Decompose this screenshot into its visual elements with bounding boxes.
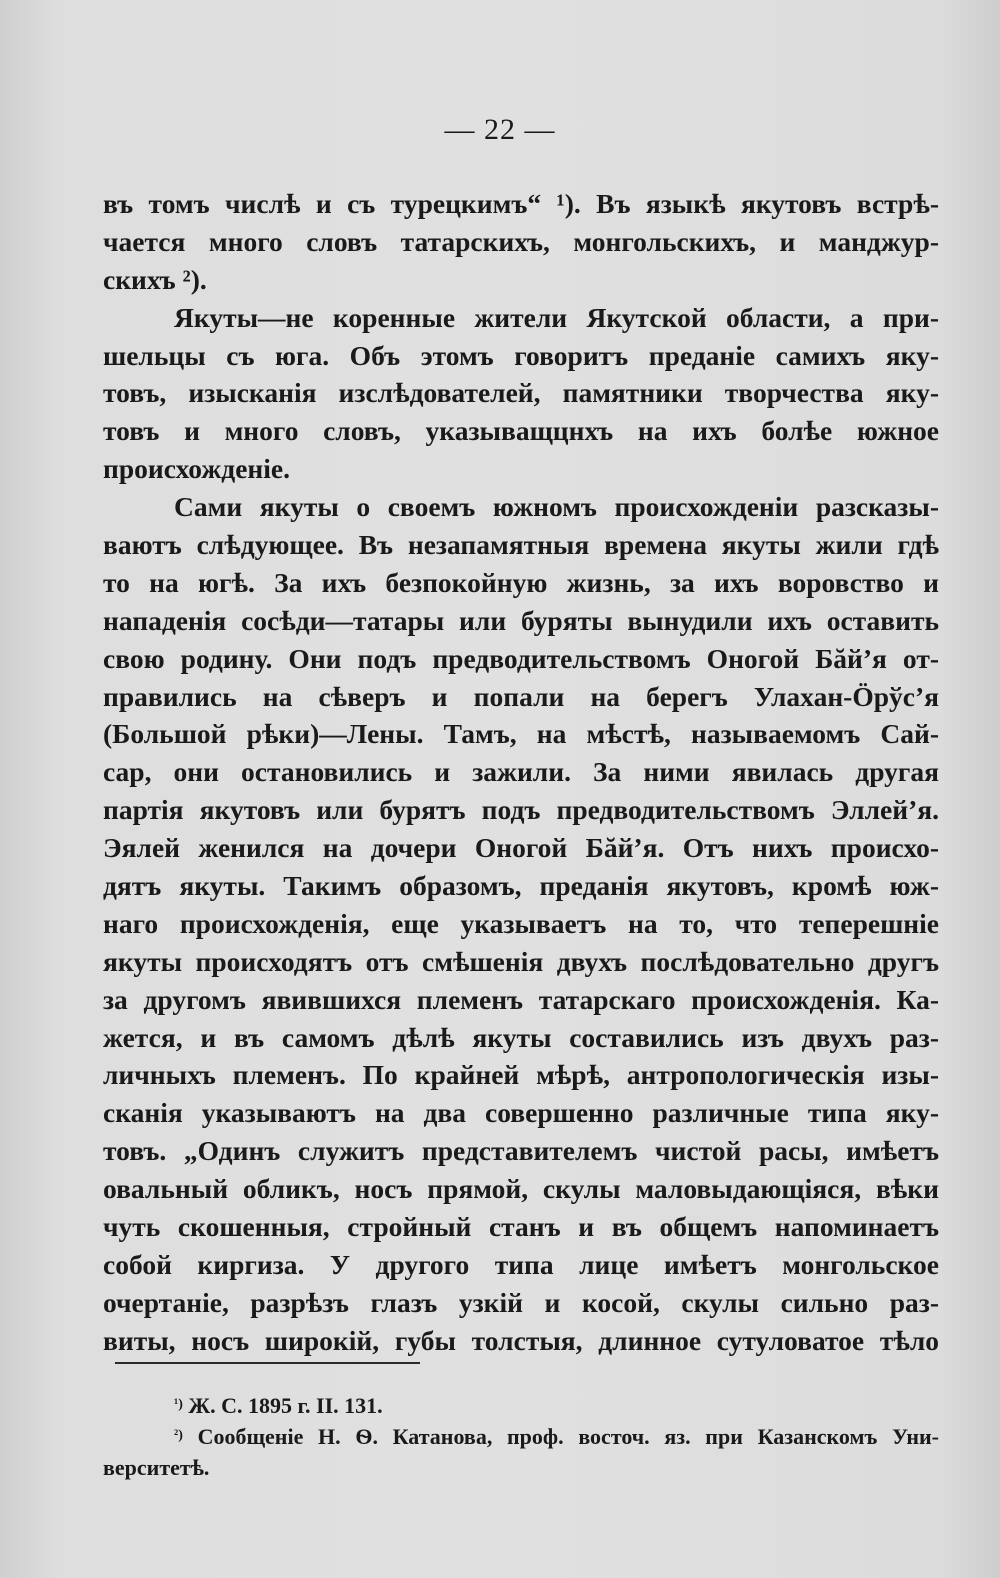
text-line: товъ, изысканія изслѣдователей, памятники творчества яку- — [103, 377, 939, 409]
text-line: Эялей женился на дочери Оногой Бăй’я. Отъ нихъ происхо- — [103, 832, 939, 864]
text-line: очертаніе, разрѣзъ глазъ узкій и косой, скулы сильно раз- — [103, 1286, 939, 1318]
text-line: ваютъ слѣдующее. Въ незапамятныя времена якуты жили гдѣ — [103, 529, 939, 561]
footnote-1-text: Ж. С. 1895 г. II. 131. — [188, 1393, 383, 1418]
text-line: чуть скошенныя, стройный станъ и въ общемъ напоминаетъ — [103, 1211, 939, 1243]
text-line: правились на сѣверъ и попали на берегъ Улахан-Öрўс’я — [103, 680, 939, 712]
footnote-2-text: Сообщеніе Н. Ѳ. Катанова, проф. восточ. яз. при Казанскомъ Уни- — [197, 1424, 940, 1449]
page-number: — 22 — — [444, 113, 556, 146]
text-line: (Большой рѣки)—Лены. Тамъ, на мѣстѣ, называемомъ Сай- — [103, 718, 939, 750]
text-line: партія якутовъ или бурятъ подъ предводительствомъ Эллей’я. — [103, 794, 939, 826]
text-line: товъ. „Одинъ служитъ представителемъ чистой расы, имѣетъ — [103, 1135, 939, 1167]
text-line: за другомъ явившихся племенъ татарскаго происхожденія. Ка- — [103, 983, 939, 1015]
footnote-2-marker: ²) — [174, 1428, 183, 1443]
text-line: нападенія сосѣди—татары или буряты вынудили ихъ оставить — [103, 604, 939, 636]
text-line: личныхъ племенъ. По крайней мѣрѣ, антропологическія изы- — [103, 1059, 939, 1091]
text-line: наго происхожденія, еще указываетъ на то, что теперешніе — [103, 907, 939, 939]
text-line: происхожденіе. — [103, 453, 290, 485]
text-line: виты, носъ широкій, губы толстыя, длинное сутуловатое тѣло — [103, 1324, 939, 1356]
text-line: свою родину. Они подъ предводительствомъ Оногой Бăй’я от- — [103, 642, 939, 674]
text-line: то на югѣ. За ихъ безпокойную жизнь, за ихъ воровство и — [103, 566, 939, 598]
footnote-divider — [115, 1362, 420, 1364]
footnote-1 — [103, 1390, 939, 1421]
text-line: дятъ якуты. Такимъ образомъ, преданія якутовъ, кромѣ юж- — [103, 870, 939, 902]
text-line: шельцы съ юга. Объ этомъ говоритъ преданіе самихъ яку- — [103, 339, 939, 371]
text-line: сар, они остановились и зажили. За ними явилась другая — [103, 756, 939, 788]
text-line: якуты происходятъ отъ смѣшенія двухъ послѣдовательно другъ — [103, 945, 939, 977]
footnote-2-continuation: верситетѣ. — [103, 1455, 210, 1480]
text-line: собой киргиза. У другого типа лице имѣетъ монгольское — [103, 1248, 939, 1280]
text-line: товъ и много словъ, указыващцнхъ на ихъ болѣе южное — [103, 415, 939, 447]
footnotes — [103, 1390, 939, 1483]
text-line: чается много словъ татарскихъ, монгольскихъ, и манджур- — [103, 225, 939, 257]
text-line: въ томъ числѣ и съ турецкимъ“ ¹). Въ языкѣ якутовъ встрѣ- — [103, 188, 939, 219]
footnote-2 — [103, 1421, 939, 1452]
footnote-1-marker: ¹) — [174, 1397, 183, 1412]
text-line: жется, и въ самомъ дѣлѣ якуты составились изъ двухъ раз- — [103, 1021, 939, 1053]
text-line: Якуты—не коренные жители Якутской области, а при- — [174, 301, 939, 333]
text-line: Сами якуты о своемъ южномъ происхожденіи разсказы- — [174, 491, 939, 523]
body-text — [103, 185, 939, 1360]
text-line: овальный обликъ, носъ прямой, скулы маловыдающіяся, вѣки — [103, 1173, 939, 1205]
text-line: скихъ ²). — [103, 263, 207, 295]
text-line: сканія указываютъ на два совершенно различные типа яку- — [103, 1097, 939, 1129]
